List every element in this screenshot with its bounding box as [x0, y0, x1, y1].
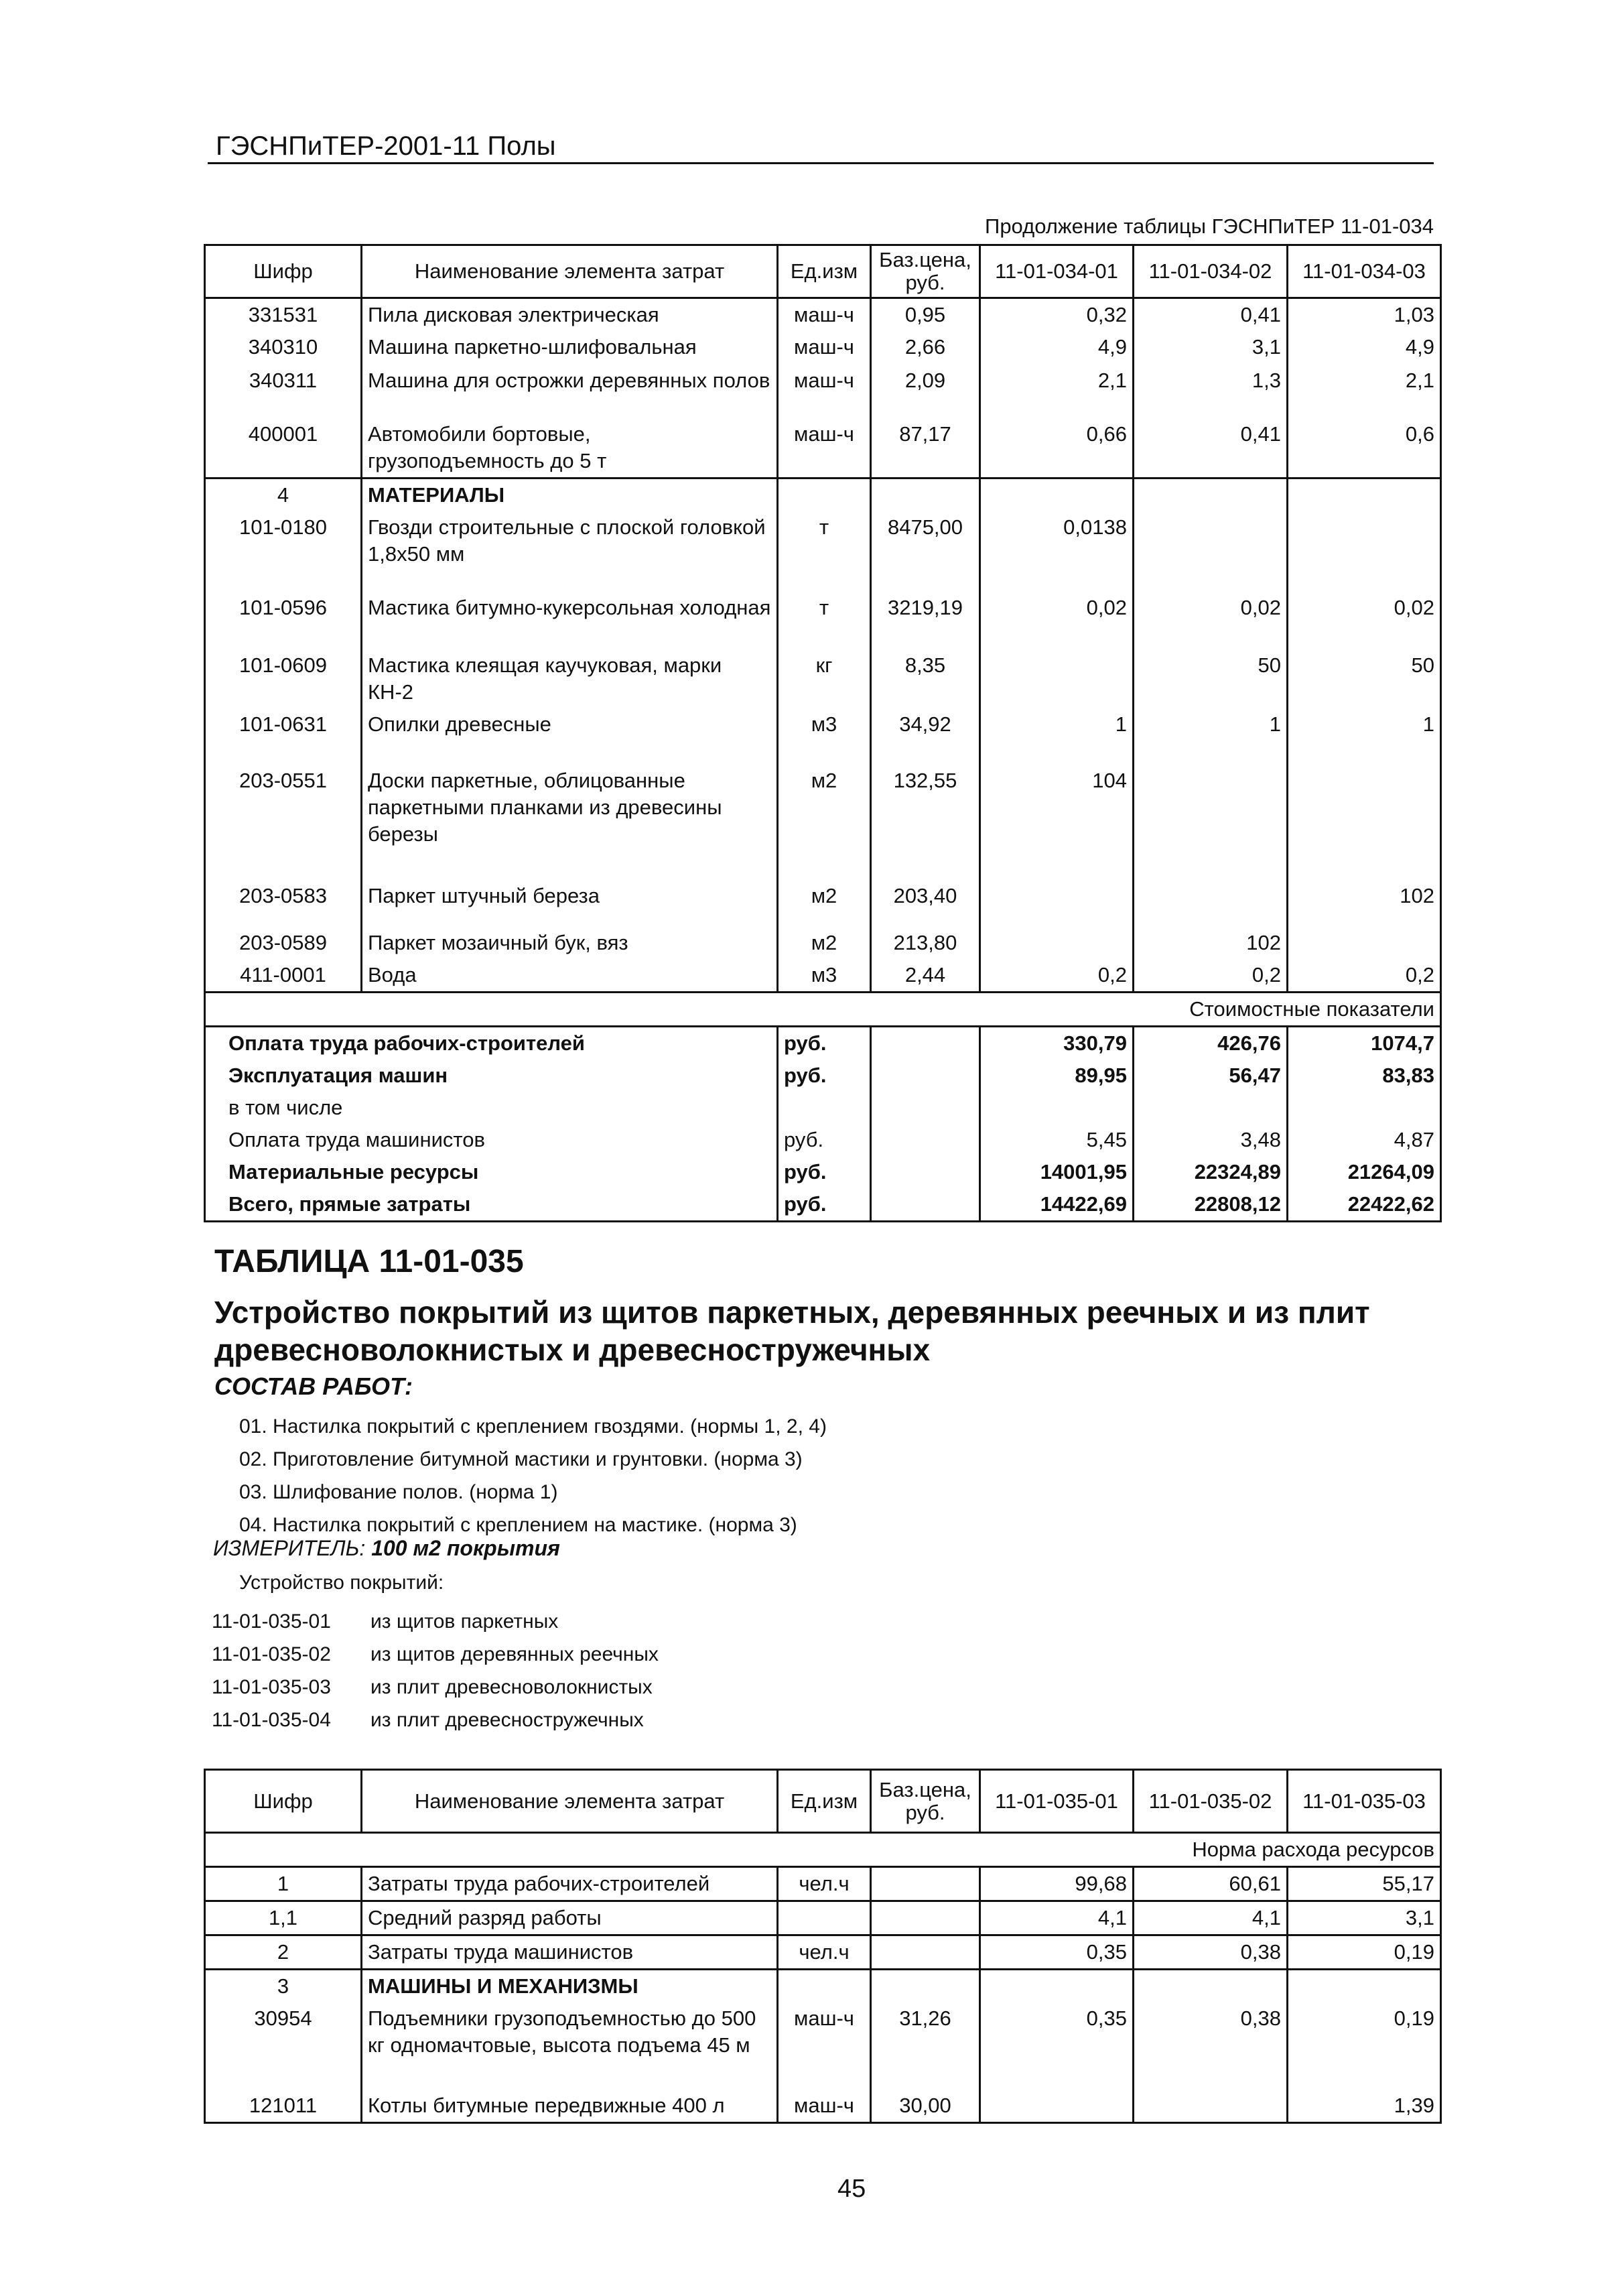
cell-value: 0,35	[980, 2002, 1134, 2090]
cell-name: Мастика клеящая каучуковая, марки КН-2	[362, 649, 778, 708]
cell-unit: чел.ч	[778, 1935, 871, 1970]
column-header: Наименование элемента затрат	[362, 1770, 778, 1833]
code-item	[212, 1704, 659, 1736]
install-label: Устройство покрытий:	[239, 1572, 444, 1594]
table-row	[205, 708, 1441, 765]
cell-value	[1134, 765, 1288, 880]
cell-code: 203-0551	[205, 765, 362, 880]
cell-unit: м3	[778, 959, 871, 993]
cell-unit: маш-ч	[778, 418, 871, 479]
table-header-row	[205, 1770, 1441, 1833]
cell-name: Затраты труда машинистов	[362, 1935, 778, 1970]
work-item: 03. Шлифование полов. (норма 1)	[239, 1481, 558, 1503]
cell-price: 2,66	[871, 331, 980, 365]
cost-value	[980, 1092, 1134, 1124]
code-item	[212, 1605, 659, 1638]
cost-name: Оплата труда машинистов	[205, 1124, 778, 1156]
cell-unit: м2	[778, 765, 871, 880]
cost-value	[1134, 1092, 1288, 1124]
cell-value: 3,1	[1288, 1901, 1441, 1935]
cell-value: 55,17	[1288, 1867, 1441, 1901]
cell-value	[980, 927, 1134, 959]
cell-unit: м2	[778, 880, 871, 927]
cell-unit: кг	[778, 649, 871, 708]
cell-price: 213,80	[871, 927, 980, 959]
cell-value: 0,41	[1134, 298, 1288, 332]
cell-name: Автомобили бортовые, грузоподъемность до 5 т	[362, 418, 778, 479]
column-header: Шифр	[205, 245, 362, 298]
cell-value: 4,1	[980, 1901, 1134, 1935]
work-item: 01. Настилка покрытий с креплением гвоздями. (нормы 1, 2, 4)	[239, 1415, 827, 1438]
cell-code: 203-0583	[205, 880, 362, 927]
cell-value: 0,35	[980, 1935, 1134, 1970]
cell-value: 2,1	[980, 365, 1134, 418]
cell-unit: маш-ч	[778, 2090, 871, 2123]
cost-header-row	[205, 993, 1441, 1027]
cell-value: 2,1	[1288, 365, 1441, 418]
cell-price: 8,35	[871, 649, 980, 708]
cell-value: 0,02	[1288, 592, 1441, 649]
cell-value	[1288, 765, 1441, 880]
table-row	[205, 765, 1441, 880]
cost-value: 426,76	[1134, 1027, 1288, 1060]
table-11-01-034	[204, 244, 1442, 1222]
cell-value: 0,41	[1134, 418, 1288, 479]
cost-name: Эксплуатация машин	[205, 1060, 778, 1092]
header-divider	[208, 162, 1434, 164]
cell-price: 203,40	[871, 880, 980, 927]
cell-unit: маш-ч	[778, 331, 871, 365]
page-header-title: ГЭСНПиТЕР-2001-11 Полы	[216, 131, 556, 161]
cost-unit: руб.	[778, 1124, 871, 1156]
column-header: 11-01-035-03	[1288, 1770, 1441, 1833]
cell-value: 4,9	[1288, 331, 1441, 365]
cell-name: Гвозди строительные с плоской головкой 1,8х50 мм	[362, 511, 778, 592]
work-item: 04. Настилка покрытий с креплением на мастике. (норма 3)	[239, 1514, 797, 1536]
table-row	[205, 2002, 1441, 2090]
cell-code: 400001	[205, 418, 362, 479]
cell-value: 1	[1134, 708, 1288, 765]
work-composition-label: СОСТАВ РАБОТ:	[214, 1373, 413, 1400]
cell-value	[980, 880, 1134, 927]
cost-name: Всего, прямые затраты	[205, 1188, 778, 1222]
code-desc: из плит древесноволокнистых	[370, 1676, 653, 1698]
cell-value: 1,3	[1134, 365, 1288, 418]
code-desc: из плит древесностружечных	[370, 1709, 644, 1731]
code: 11-01-035-04	[212, 1709, 331, 1731]
cell-name: Котлы битумные передвижные 400 л	[362, 2090, 778, 2123]
measure-label: ИЗМЕРИТЕЛЬ:	[213, 1536, 366, 1560]
column-header: Шифр	[205, 1770, 362, 1833]
column-header: 11-01-035-01	[980, 1770, 1134, 1833]
cell-unit: маш-ч	[778, 365, 871, 418]
code-item	[212, 1638, 659, 1671]
cell-name: Мастика битумно-кукерсольная холодная	[362, 592, 778, 649]
cell-value: 50	[1134, 649, 1288, 708]
cell-value: 1	[980, 708, 1134, 765]
cost-value: 1074,7	[1288, 1027, 1441, 1060]
cell-value: 0,2	[1288, 959, 1441, 993]
cell-value: 4,9	[980, 331, 1134, 365]
cell-value: 1,03	[1288, 298, 1441, 332]
cell-value: 0,38	[1134, 2002, 1288, 2090]
column-header: 11-01-035-02	[1134, 1770, 1288, 1833]
cell-name: Опилки древесные	[362, 708, 778, 765]
table-continuation-label: Продолжение таблицы ГЭСНПиТЕР 11-01-034	[985, 214, 1434, 238]
column-header: Ед.изм	[778, 1770, 871, 1833]
cost-header-label: Стоимостные показатели	[205, 993, 1441, 1027]
cell-name: Паркет штучный береза	[362, 880, 778, 927]
column-header: 11-01-034-03	[1288, 245, 1441, 298]
cost-value: 330,79	[980, 1027, 1134, 1060]
table-row	[205, 1901, 1441, 1935]
cost-name: в том числе	[205, 1092, 778, 1124]
cell-value	[980, 649, 1134, 708]
cost-row	[205, 1124, 1441, 1156]
cell-name: Доски паркетные, облицованные паркетными планками из древесины березы	[362, 765, 778, 880]
cell-code: 101-0596	[205, 592, 362, 649]
code-desc: из щитов паркетных	[370, 1610, 559, 1633]
cell-value: 50	[1288, 649, 1441, 708]
cell-name: МАТЕРИАЛЫ	[362, 479, 778, 512]
table-header-row	[205, 245, 1441, 298]
measure-value: 100 м2 покрытия	[371, 1536, 560, 1560]
cost-name: Материальные ресурсы	[205, 1156, 778, 1188]
cell-unit: т	[778, 592, 871, 649]
cost-row	[205, 1027, 1441, 1060]
cell-value: 102	[1288, 880, 1441, 927]
cell-value: 0,2	[1134, 959, 1288, 993]
cell-price: 30,00	[871, 2090, 980, 2123]
cell-value: 0,66	[980, 418, 1134, 479]
code-desc: из щитов деревянных реечных	[370, 1643, 659, 1665]
cost-value	[1288, 1092, 1441, 1124]
cell-value: 102	[1134, 927, 1288, 959]
table-row	[205, 298, 1441, 332]
column-header: Баз.цена, руб.	[871, 245, 980, 298]
cell-code: 30954	[205, 2002, 362, 2090]
cost-name: Оплата труда рабочих-строителей	[205, 1027, 778, 1060]
table-row	[205, 418, 1441, 479]
table-row	[205, 2090, 1441, 2123]
cell-price: 31,26	[871, 2002, 980, 2090]
cell-unit: чел.ч	[778, 1867, 871, 1901]
cell-value: 104	[980, 765, 1134, 880]
norm-header-row	[205, 1833, 1441, 1867]
table-row	[205, 1867, 1441, 1901]
cell-value: 1	[1288, 708, 1441, 765]
cell-unit: м3	[778, 708, 871, 765]
cell-code: 1,1	[205, 1901, 362, 1935]
cell-price: 2,44	[871, 959, 980, 993]
table-subtitle: Устройство покрытий из щитов паркетных, деревянных реечных и из плит древесноволокнистых и древесностружечных	[214, 1295, 1370, 1367]
table-row-section	[205, 479, 1441, 512]
table-title: ТАБЛИЦА 11-01-035	[214, 1244, 524, 1279]
cell-price: 132,55	[871, 765, 980, 880]
cell-value	[1288, 511, 1441, 592]
cost-row	[205, 1092, 1441, 1124]
cell-value: 0,6	[1288, 418, 1441, 479]
table-row	[205, 880, 1441, 927]
cell-name: Затраты труда рабочих-строителей	[362, 1867, 778, 1901]
cell-value: 0,19	[1288, 2002, 1441, 2090]
table-row	[205, 649, 1441, 708]
cost-value: 5,45	[980, 1124, 1134, 1156]
cell-name: Подъемники грузоподъемностью до 500 кг одномачтовые, высота подъема 45 м	[362, 2002, 778, 2090]
table-row	[205, 1935, 1441, 1970]
cost-row	[205, 1060, 1441, 1092]
cell-name: Пила дисковая электрическая	[362, 298, 778, 332]
work-item: 02. Приготовление битумной мастики и грунтовки. (норма 3)	[239, 1448, 803, 1470]
norm-header-label: Норма расхода ресурсов	[205, 1833, 1441, 1867]
cell-value: 60,61	[1134, 1867, 1288, 1901]
cell-value: 0,0138	[980, 511, 1134, 592]
cell-unit: маш-ч	[778, 2002, 871, 2090]
cost-value: 89,95	[980, 1060, 1134, 1092]
cell-value	[1134, 2090, 1288, 2123]
code: 11-01-035-03	[212, 1676, 331, 1698]
cost-unit	[778, 1092, 871, 1124]
measure-line	[213, 1536, 560, 1561]
column-header: 11-01-034-02	[1134, 245, 1288, 298]
table-11-01-035	[204, 1769, 1442, 2124]
table-row	[205, 511, 1441, 592]
cost-value: 22808,12	[1134, 1188, 1288, 1222]
cell-name: Вода	[362, 959, 778, 993]
cell-code: 2	[205, 1935, 362, 1970]
cell-code: 4	[205, 479, 362, 512]
cell-unit: маш-ч	[778, 298, 871, 332]
table-row-section	[205, 1970, 1441, 2003]
cell-code: 331531	[205, 298, 362, 332]
table-row	[205, 365, 1441, 418]
cell-code: 411-0001	[205, 959, 362, 993]
cost-unit: руб.	[778, 1060, 871, 1092]
cell-value: 0,38	[1134, 1935, 1288, 1970]
cell-code: 203-0589	[205, 927, 362, 959]
column-header: Баз.цена, руб.	[871, 1770, 980, 1833]
cell-value	[1134, 511, 1288, 592]
cell-value: 3,1	[1134, 331, 1288, 365]
cost-value: 21264,09	[1288, 1156, 1441, 1188]
column-header: 11-01-034-01	[980, 245, 1134, 298]
table-row	[205, 959, 1441, 993]
cell-value	[1134, 880, 1288, 927]
cell-code: 340311	[205, 365, 362, 418]
cost-row	[205, 1188, 1441, 1222]
code-list	[212, 1605, 659, 1736]
cost-value: 83,83	[1288, 1060, 1441, 1092]
cost-unit: руб.	[778, 1188, 871, 1222]
cell-value: 99,68	[980, 1867, 1134, 1901]
cell-value: 0,02	[1134, 592, 1288, 649]
cell-unit: м2	[778, 927, 871, 959]
cell-name: МАШИНЫ И МЕХАНИЗМЫ	[362, 1970, 778, 2003]
cell-price: 34,92	[871, 708, 980, 765]
cell-code: 3	[205, 1970, 362, 2003]
cell-price	[871, 1935, 980, 1970]
cost-value: 22324,89	[1134, 1156, 1288, 1188]
cost-unit: руб.	[778, 1156, 871, 1188]
cell-name: Машина для острожки деревянных полов	[362, 365, 778, 418]
cost-unit: руб.	[778, 1027, 871, 1060]
cell-price: 2,09	[871, 365, 980, 418]
cell-name: Паркет мозаичный бук, вяз	[362, 927, 778, 959]
cell-code: 121011	[205, 2090, 362, 2123]
cost-value: 4,87	[1288, 1124, 1441, 1156]
cost-value: 56,47	[1134, 1060, 1288, 1092]
cell-code: 101-0180	[205, 511, 362, 592]
cell-price: 87,17	[871, 418, 980, 479]
cost-value: 3,48	[1134, 1124, 1288, 1156]
code-item	[212, 1671, 659, 1704]
cell-unit	[778, 1901, 871, 1935]
cell-value: 4,1	[1134, 1901, 1288, 1935]
code: 11-01-035-02	[212, 1643, 331, 1665]
cell-price: 0,95	[871, 298, 980, 332]
cost-value: 14422,69	[980, 1188, 1134, 1222]
cell-name: Средний разряд работы	[362, 1901, 778, 1935]
cell-price	[871, 1901, 980, 1935]
cell-value	[1288, 927, 1441, 959]
page-number: 45	[837, 2175, 866, 2203]
column-header: Ед.изм	[778, 245, 871, 298]
cell-value: 0,32	[980, 298, 1134, 332]
cost-row	[205, 1156, 1441, 1188]
cell-unit: т	[778, 511, 871, 592]
cost-value: 14001,95	[980, 1156, 1134, 1188]
cell-code: 340310	[205, 331, 362, 365]
code: 11-01-035-01	[212, 1610, 331, 1633]
cell-value: 0,19	[1288, 1935, 1441, 1970]
cell-value: 0,2	[980, 959, 1134, 993]
cell-value	[980, 2090, 1134, 2123]
cost-value: 22422,62	[1288, 1188, 1441, 1222]
table-row	[205, 331, 1441, 365]
column-header: Наименование элемента затрат	[362, 245, 778, 298]
cell-code: 101-0609	[205, 649, 362, 708]
cell-name: Машина паркетно-шлифовальная	[362, 331, 778, 365]
cell-price	[871, 1867, 980, 1901]
cell-value: 0,02	[980, 592, 1134, 649]
table-row	[205, 927, 1441, 959]
cell-price: 3219,19	[871, 592, 980, 649]
table-row	[205, 592, 1441, 649]
cell-code: 1	[205, 1867, 362, 1901]
cell-price: 8475,00	[871, 511, 980, 592]
cell-value: 1,39	[1288, 2090, 1441, 2123]
cell-code: 101-0631	[205, 708, 362, 765]
work-list	[239, 1410, 827, 1541]
